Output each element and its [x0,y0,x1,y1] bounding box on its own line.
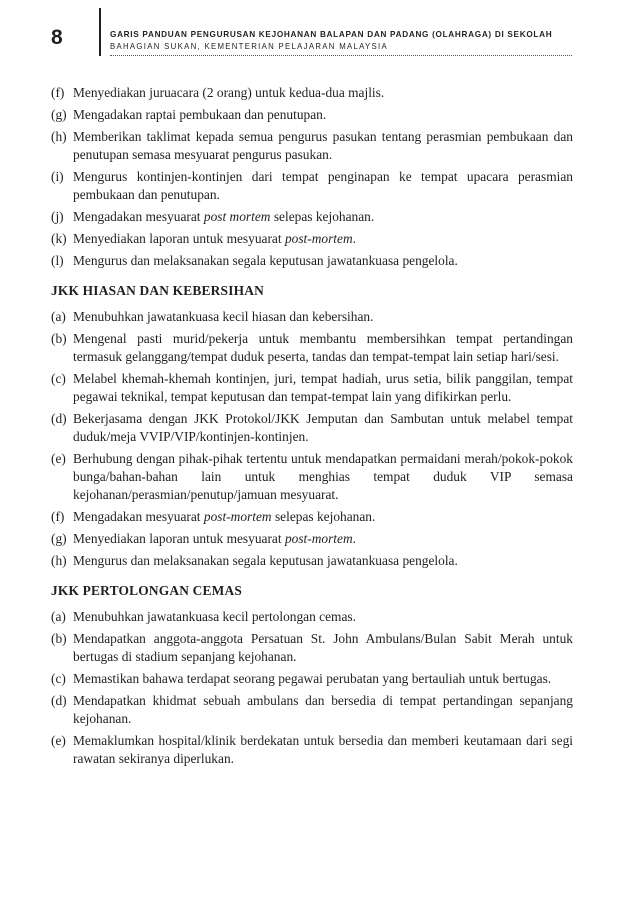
list-item [51,370,573,406]
list-item [51,330,573,366]
list-item-text-after: . [352,231,357,246]
list-item [51,552,573,570]
list-item [51,450,573,504]
list-item [51,128,573,164]
page-content [51,84,573,772]
list-item [51,252,573,270]
list-item-text [73,230,573,248]
list-item [51,630,573,666]
list-item-marker: (e) [51,451,66,466]
list-item-text: Memberikan taklimat kepada semua pengurus pasukan tentang perasmian pembukaan dan penutupan semasa mesyuarat pengurus pasukan. [73,129,573,162]
list-item-text: Menubuhkan jawatankuasa kecil hiasan dan kebersihan. [73,309,374,324]
list-item-text: Mendapatkan khidmat sebuah ambulans dan bersedia di tempat pertandingan sepanjang kejohanan. [73,693,573,726]
list-item [51,308,573,326]
list-item [51,732,573,768]
section-gap [51,574,573,576]
list-item [51,530,573,548]
list-item-text [73,508,573,526]
list-item-marker: (a) [51,609,66,624]
list-item-marker: (k) [51,231,67,246]
list-item-text: Mendapatkan anggota-anggota Persatuan St. John Ambulans/Bulan Sabit Merah untuk bertugas di stadium sepanjang kejohanan. [73,631,573,664]
list-item-text [73,530,573,548]
list-item-emphasis: post-mortem [203,509,272,524]
list-item-marker: (h) [51,129,67,144]
list-item [51,670,573,688]
header-title: GARIS PANDUAN PENGURUSAN KEJOHANAN BALAPAN DAN PADANG (OLAHRAGA) DI SEKOLAH [110,30,553,39]
list-item-marker: (f) [51,509,65,524]
list-item-text: Mengadakan raptai pembukaan dan penutupan. [73,107,327,122]
list-item-text-after: selepas kejohanan. [271,509,376,524]
list-item-marker: (j) [51,209,64,224]
list-item-text: Mengenal pasti murid/pekerja untuk membantu membersihkan tempat pertandingan termasuk gelanggang/tempat duduk peserta, tandas dan tempat-tempat lain setiap hari/sesi. [73,331,573,364]
list-item [51,410,573,446]
list-item-emphasis: post-mortem [284,231,353,246]
list-item-marker: (f) [51,85,65,100]
list-item-text: Menubuhkan jawatankuasa kecil pertolongan cemas. [73,609,356,624]
list-item [51,508,573,526]
list-item-text: Mengurus kontinjen-kontinjen dari tempat penginapan ke tempat upacara perasmian pembukaan dan penutupan. [73,169,573,202]
list-item-marker: (b) [51,631,67,646]
list-item-text: Berhubung dengan pihak-pihak tertentu untuk mendapatkan permaidani merah/pokok-pokok bunga/bahan-bahan lain untuk menghias tempat duduk VIP semasa kejohanan/perasmian/penutup/jamuan mesyuarat. [73,451,573,502]
list-item [51,208,573,226]
list-item-text: Menyediakan juruacara (2 orang) untuk kedua-dua majlis. [73,85,385,100]
list-item-text-before: Mengadakan mesyuarat [73,209,204,224]
list-item [51,230,573,248]
list-item-text-after: selepas kejohanan. [270,209,375,224]
page-header [0,0,638,60]
list-item [51,106,573,124]
list-item-marker: (d) [51,411,67,426]
section-heading: JKK HIASAN DAN KEBERSIHAN [51,283,264,298]
list-item-marker: (g) [51,107,67,122]
section-heading: JKK PERTOLONGAN CEMAS [51,583,242,598]
list-item-marker: (d) [51,693,67,708]
list-item-text: Memastikan bahawa terdapat seorang pegawai perubatan yang bertauliah untuk bertugas. [73,671,552,686]
list-item-marker: (e) [51,733,66,748]
list-item-text: Memaklumkan hospital/klinik berdekatan untuk bersedia dan memberi keutamaan dari segi rawatan sekiranya diperlukan. [73,733,573,766]
page-number: 8 [51,26,63,49]
header-vertical-rule [99,8,101,56]
list-item-text-before: Menyediakan laporan untuk mesyuarat [73,531,285,546]
list-item-marker: (a) [51,309,66,324]
header-dotted-rule [110,55,572,56]
section-gap [51,274,573,276]
list-item-marker: (h) [51,553,67,568]
list-item-marker: (g) [51,531,67,546]
list-item-marker: (l) [51,253,64,268]
list-item-text: Melabel khemah-khemah kontinjen, juri, tempat hadiah, urus setia, bilik panggilan, tempat pegawai teknikal, tempat keputusan dan tempat-tempat lain yang difikirkan perlu. [73,371,573,404]
list-item-marker: (b) [51,331,67,346]
list-item-text-before: Mengadakan mesyuarat [73,509,204,524]
list-item-marker: (c) [51,371,66,386]
list-item-text [73,208,573,226]
list-item [51,692,573,728]
list-item-marker: (i) [51,169,64,184]
list-item-marker: (c) [51,671,66,686]
list-item-text-before: Menyediakan laporan untuk mesyuarat [73,231,285,246]
list-item [51,608,573,626]
list-item [51,84,573,102]
list-item-text: Mengurus dan melaksanakan segala keputusan jawatankuasa pengelola. [73,553,458,568]
list-item-text: Mengurus dan melaksanakan segala keputusan jawatankuasa pengelola. [73,253,458,268]
header-subtitle: BAHAGIAN SUKAN, KEMENTERIAN PELAJARAN MALAYSIA [110,42,389,51]
list-item-emphasis: post-mortem [284,531,353,546]
list-item-text: Bekerjasama dengan JKK Protokol/JKK Jemputan dan Sambutan untuk melabel tempat duduk/meja VVIP/VIP/kontinjen-kontinjen. [73,411,573,444]
list-item [51,168,573,204]
list-item-text-after: . [352,531,357,546]
list-item-emphasis: post mortem [203,209,271,224]
